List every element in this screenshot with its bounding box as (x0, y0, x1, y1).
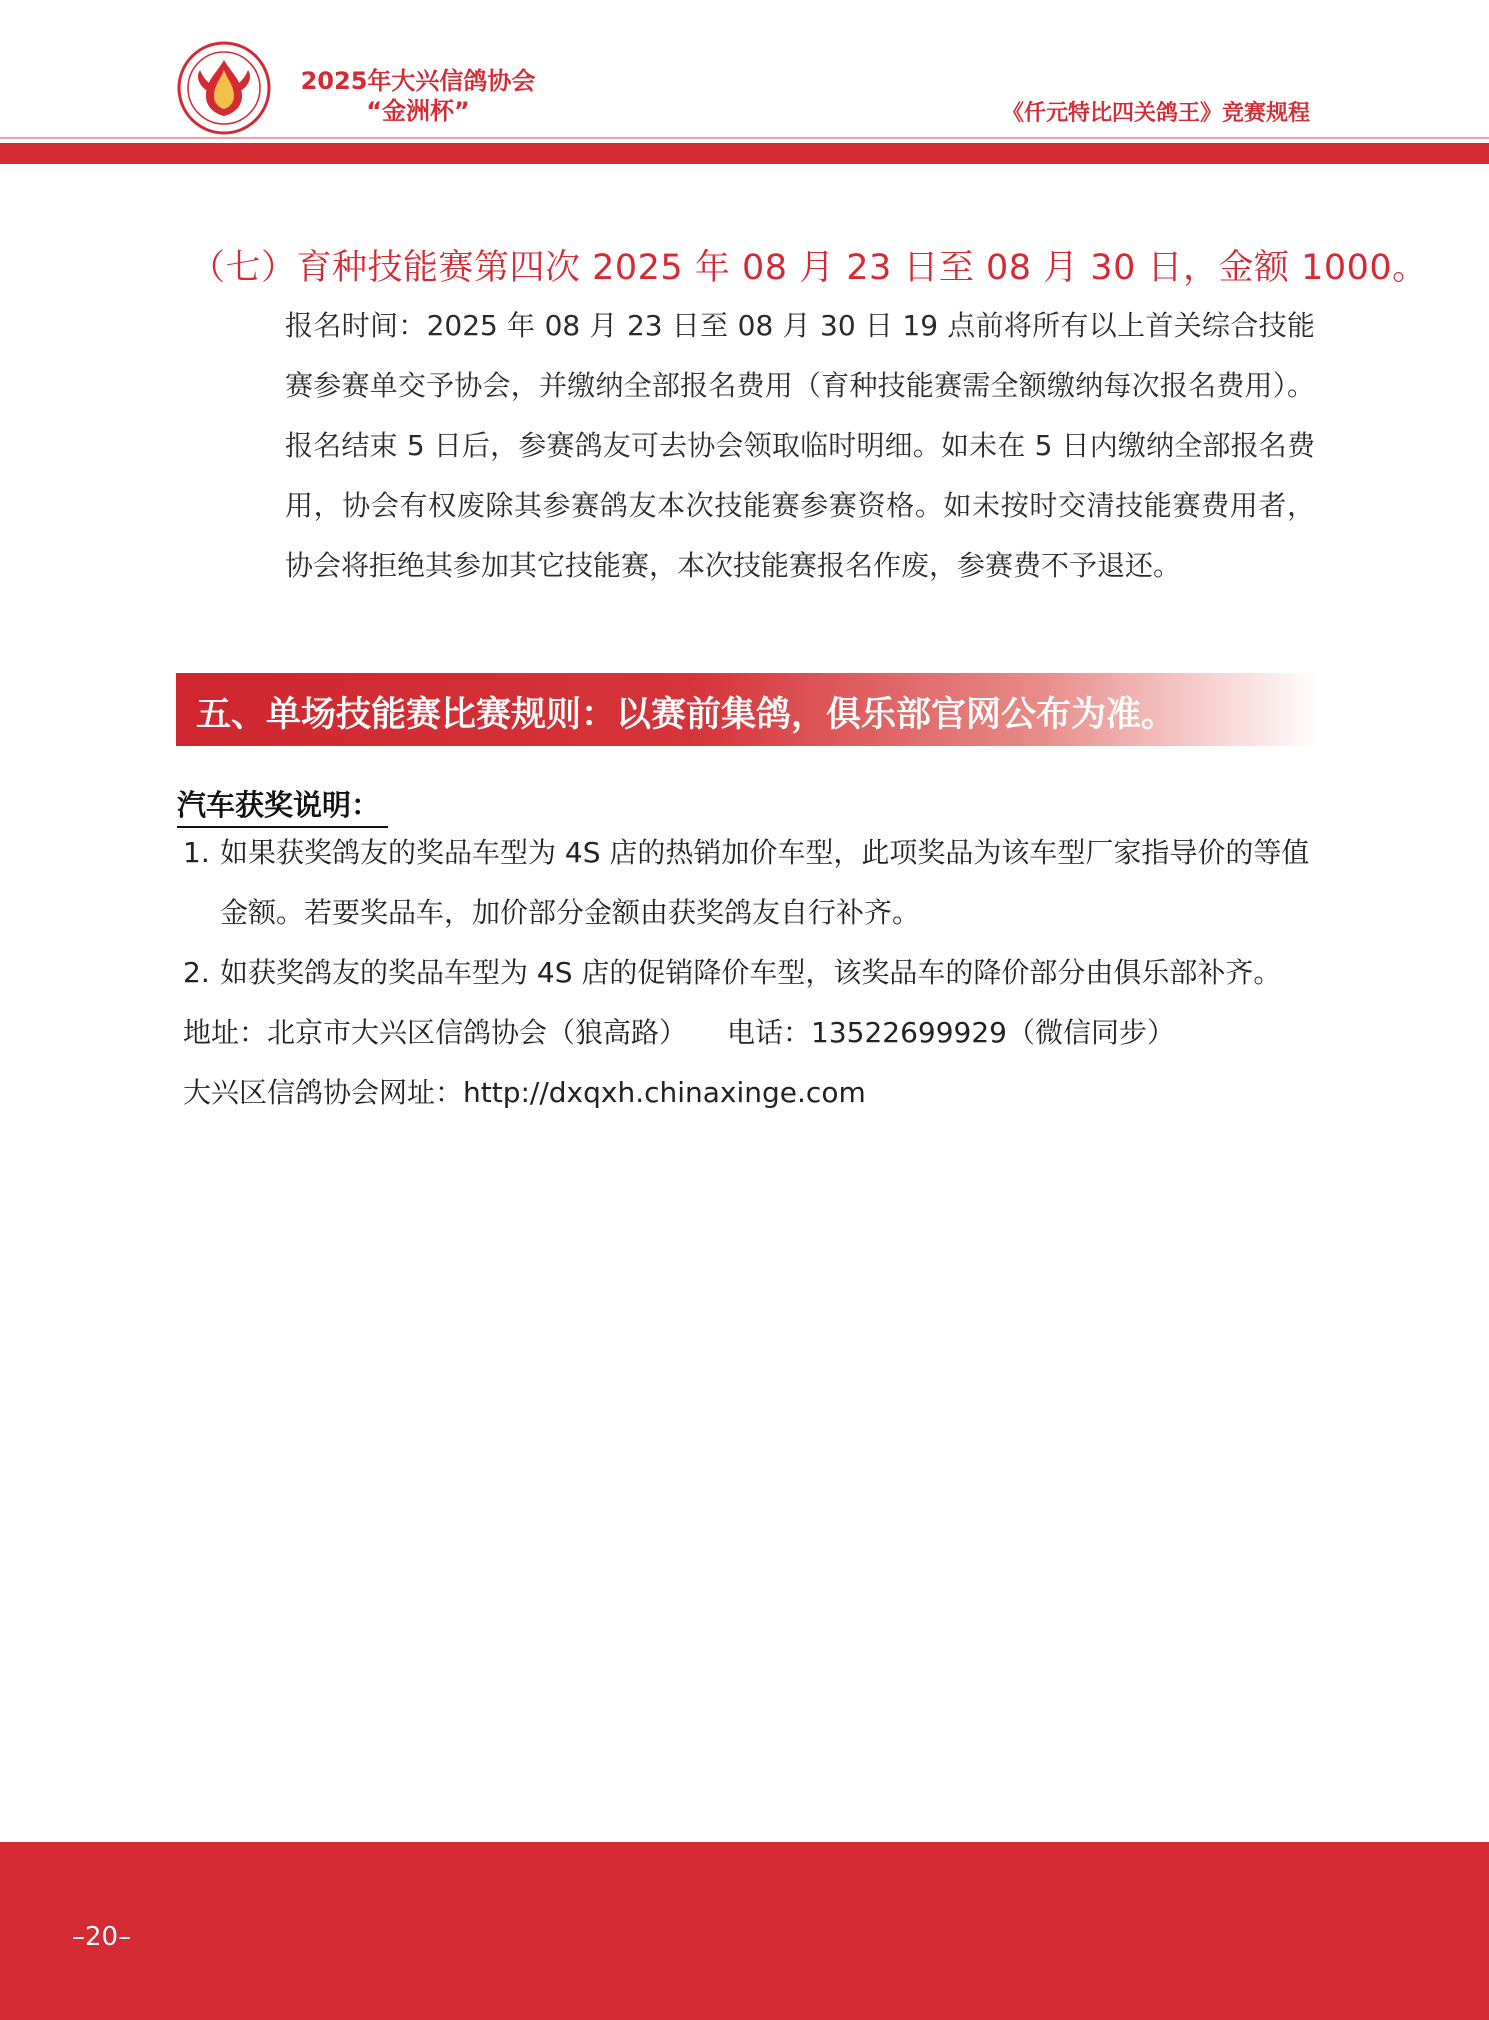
section5-banner-text: 五、单场技能赛比赛规则：以赛前集鸽，俱乐部官网公布为准。 (196, 695, 1177, 735)
association-logo-icon (176, 40, 272, 136)
header-title (298, 66, 538, 126)
section7-body: 报名时间：2025 年 08 月 23 日至 08 月 30 日 19 点前将所有以上首关综合技能赛参赛单交予协会，并缴纳全部报名费用（育种技能赛需全额缴纳每次报名费用）。报名结束 5 日后，参赛鸽友可去协会领取临时明细。如未在 5 日内缴纳全部报名费用，协会有权废除其参赛鸽友本次技能赛参赛资格。如未按时交清技能赛费用者，协会将拒绝其参加其它技能赛，本次技能赛报名作废，参赛费不予退还。 (285, 309, 1315, 582)
contact-line (183, 1003, 1323, 1063)
header-title-line2: “金洲杯” (366, 97, 470, 125)
list-item (183, 943, 1323, 1003)
page-header (0, 0, 1489, 165)
list-item (183, 823, 1323, 943)
section5-banner (176, 673, 1321, 746)
header-title-line1: 2025年大兴信鸽协会 (300, 67, 536, 95)
contact-phone: 电话：13522699929（微信同步） (727, 1016, 1175, 1049)
list-item-number: 2. (183, 956, 210, 989)
document-title: 《仟元特比四关鸽王》竞赛规程 (1001, 101, 1310, 126)
page-number: –20– (72, 1922, 132, 1952)
list-item-text: 如获奖鸽友的奖品车型为 4S 店的促销降价车型，该奖品车的降价部分由俱乐部补齐。 (220, 956, 1282, 989)
contact-address: 地址：北京市大兴区信鸽协会（狼高路） (183, 1016, 688, 1049)
list-item-text: 如果获奖鸽友的奖品车型为 4S 店的热销加价车型，此项奖品为该车型厂家指导价的等值金额。若要奖品车，加价部分金额由获奖鸽友自行补齐。 (220, 836, 1310, 929)
header-divider (0, 137, 1489, 139)
car-prize-notes (183, 823, 1323, 1123)
section7-title: （七）育种技能赛第四次 2025 年 08 月 23 日至 08 月 30 日，金额 1000。 (190, 248, 1428, 288)
header-red-bar (0, 143, 1489, 164)
page-footer (0, 1842, 1489, 2020)
list-item-number: 1. (183, 836, 210, 869)
car-prize-heading: 汽车获奖说明： (177, 783, 388, 828)
contact-website[interactable]: 大兴区信鸽协会网址：http://dxqxh.chinaxinge.com (183, 1076, 866, 1109)
